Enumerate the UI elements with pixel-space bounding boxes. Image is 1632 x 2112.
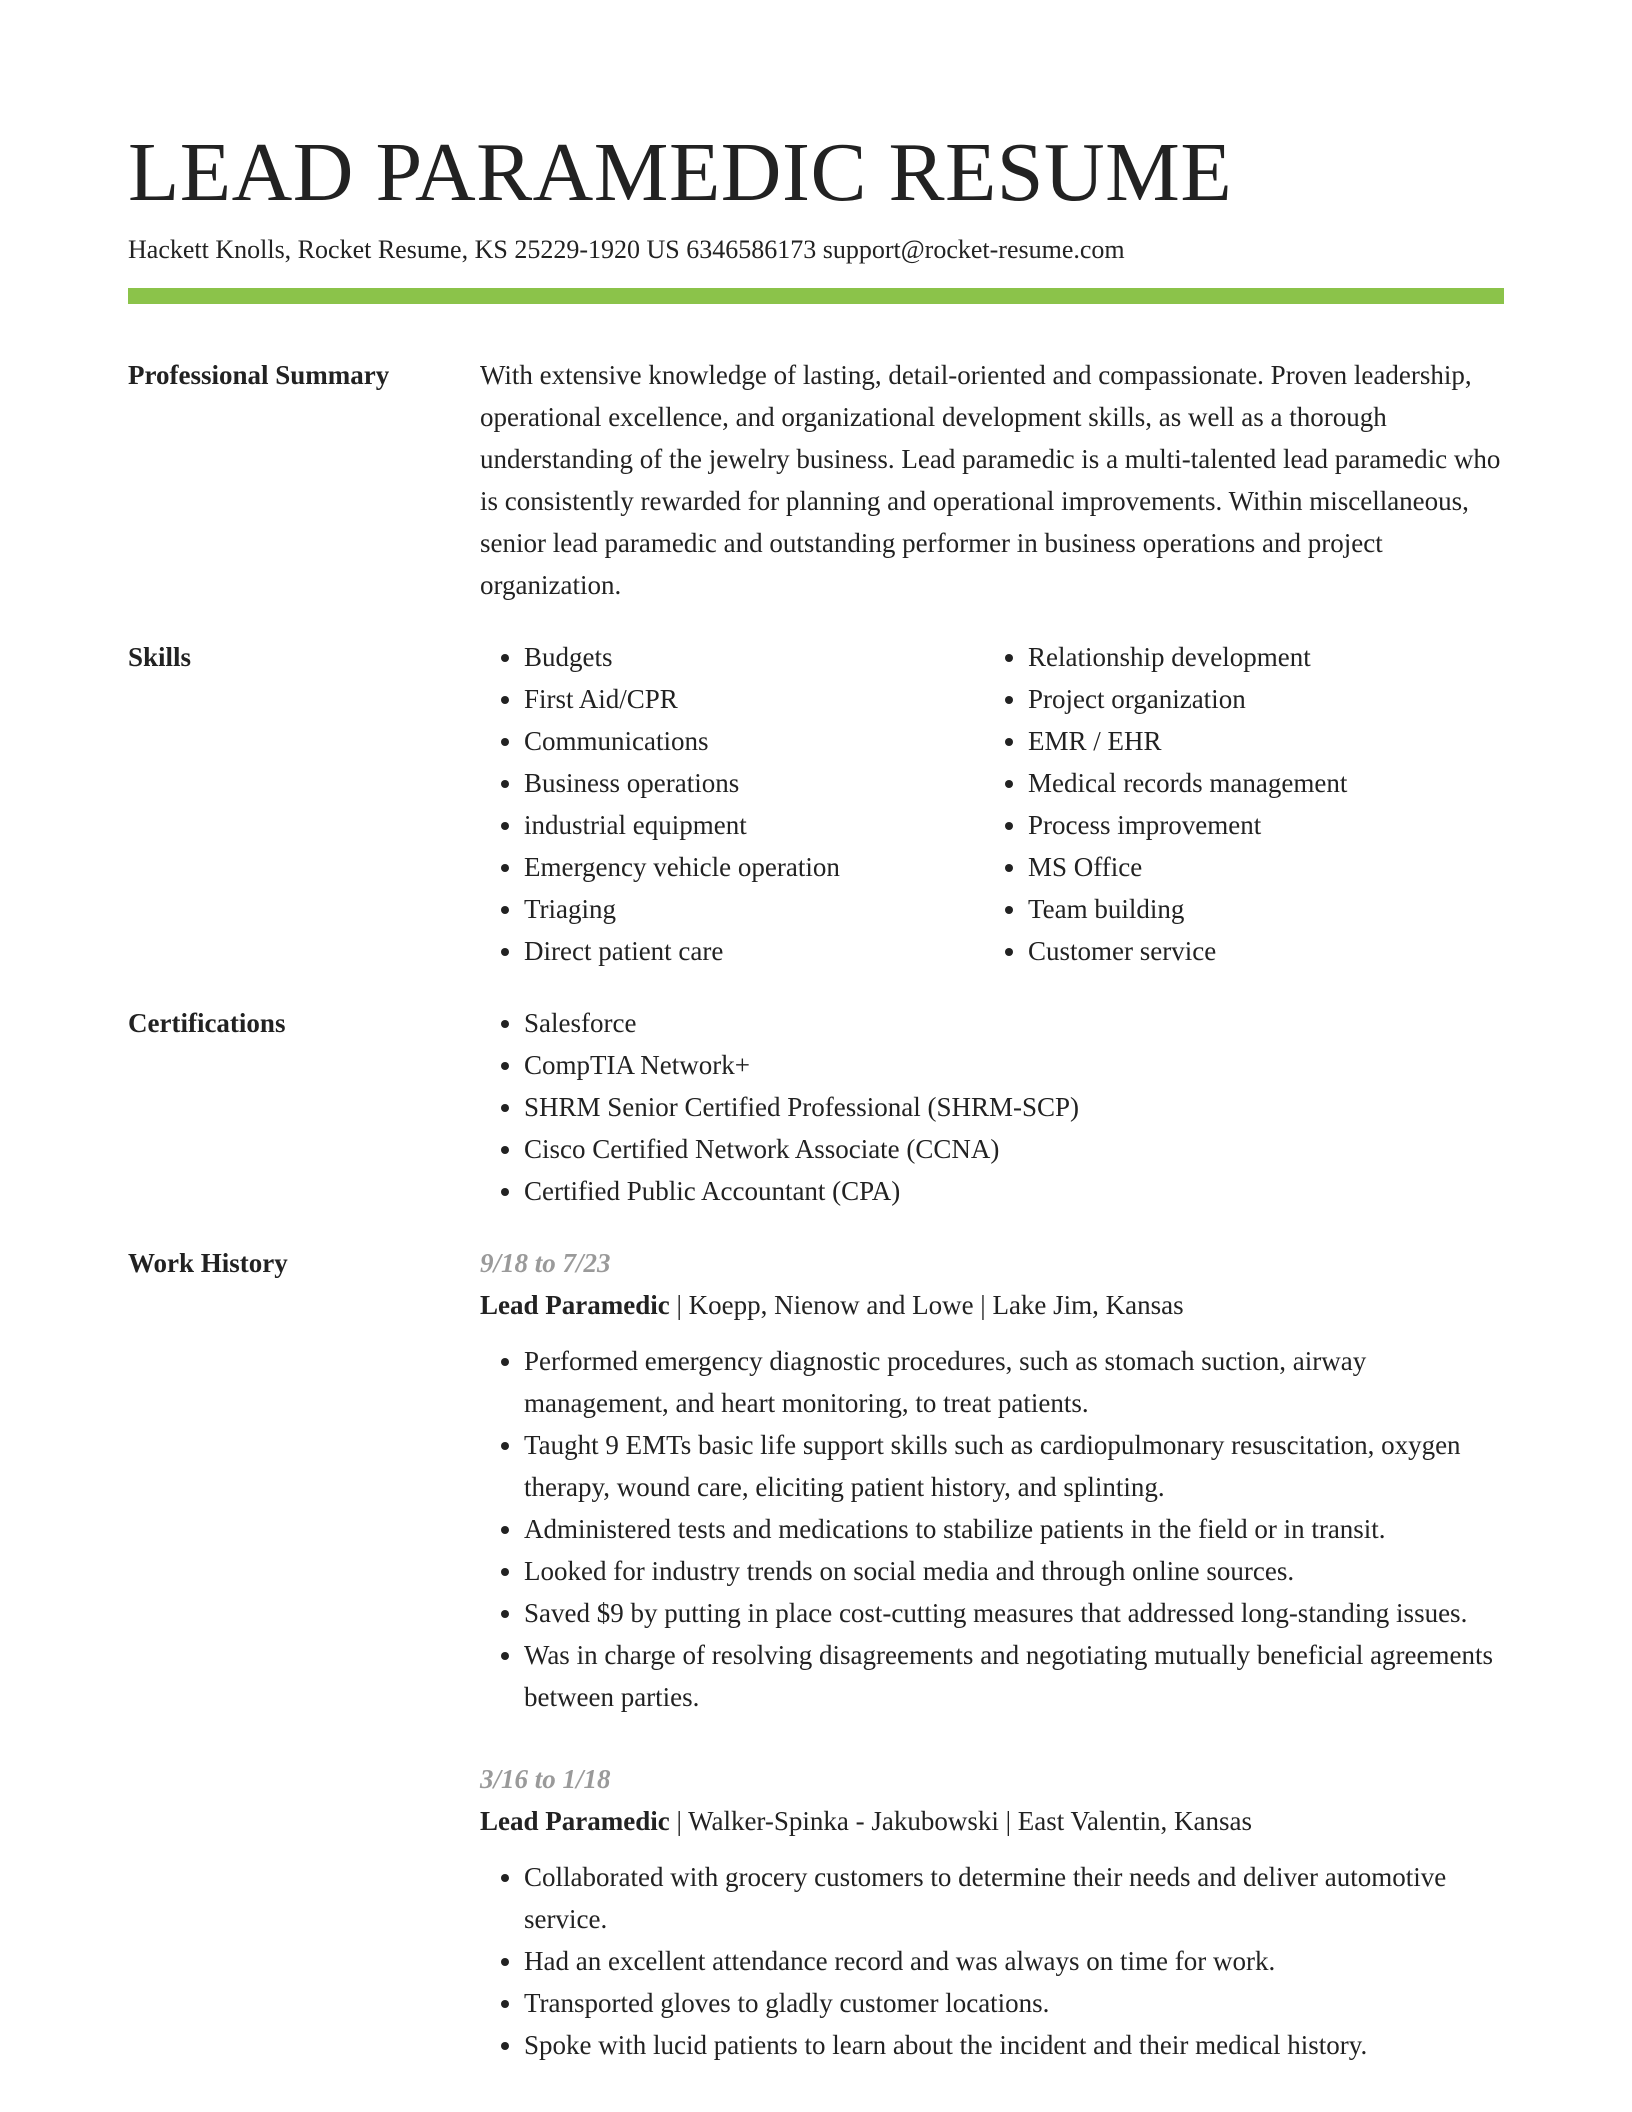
summary-label: Professional Summary	[128, 360, 390, 390]
job-dates: 3/16 to 1/18	[480, 1764, 611, 1794]
job-title: Lead Paramedic	[480, 1290, 670, 1320]
job-bullet: • Had an excellent attendance record and was always on time for work.	[524, 1940, 1504, 1982]
job-bullets	[480, 1856, 1504, 2066]
job-title: Lead Paramedic	[480, 1806, 670, 1836]
job-bullet: • Spoke with lucid patients to learn about the incident and their medical history.	[524, 2024, 1504, 2066]
contact-line: Hackett Knolls, Rocket Resume, KS 25229-1920 US 6346586173 support@rocket-resume.com	[128, 235, 1125, 264]
job-bullet: • Taught 9 EMTs basic life support skills such as cardiopulmonary resuscitation, oxygen therapy, wound care, eliciting patient history, and splinting.	[524, 1424, 1504, 1508]
skill-item: • industrial equipment	[524, 804, 984, 846]
job-bullet: • Looked for industry trends on social media and through online sources.	[524, 1550, 1504, 1592]
skill-item: • Medical records management	[1028, 762, 1488, 804]
skill-item: • Relationship development	[1028, 636, 1488, 678]
skill-item: • First Aid/CPR	[524, 678, 984, 720]
job-heading	[480, 1284, 1504, 1326]
work-history-section	[128, 1242, 1504, 2106]
skill-item: • Emergency vehicle operation	[524, 846, 984, 888]
job-bullet: • Saved $9 by putting in place cost-cutting measures that addressed long-standing issues.	[524, 1592, 1504, 1634]
skills-section	[128, 636, 1504, 972]
certification-item: • SHRM Senior Certified Professional (SHRM-SCP)	[524, 1086, 1504, 1128]
skill-item: • Customer service	[1028, 930, 1488, 972]
work-history-label: Work History	[128, 1248, 288, 1278]
job-bullet: • Collaborated with grocery customers to determine their needs and deliver automotive service.	[524, 1856, 1504, 1940]
job-details: | Walker-Spinka - Jakubowski | East Valentin, Kansas	[669, 1806, 1252, 1836]
skills-list-left	[480, 636, 984, 972]
resume-page	[128, 118, 1504, 2106]
skill-item: • Project organization	[1028, 678, 1488, 720]
skill-item: • MS Office	[1028, 846, 1488, 888]
accent-divider	[128, 288, 1504, 304]
job-bullets	[480, 1340, 1504, 1718]
certification-item: • Cisco Certified Network Associate (CCNA)	[524, 1128, 1504, 1170]
summary-section	[128, 354, 1504, 606]
skill-item: • Communications	[524, 720, 984, 762]
skill-item: • Business operations	[524, 762, 984, 804]
skills-label: Skills	[128, 642, 192, 672]
job-entry	[480, 1758, 1504, 2066]
certifications-label: Certifications	[128, 1008, 286, 1038]
job-bullet: • Administered tests and medications to stabilize patients in the field or in transit.	[524, 1508, 1504, 1550]
job-bullet: • Was in charge of resolving disagreements and negotiating mutually beneficial agreements between parties.	[524, 1634, 1504, 1718]
certifications-list	[480, 1002, 1504, 1212]
skill-item: • Triaging	[524, 888, 984, 930]
skill-item: • Process improvement	[1028, 804, 1488, 846]
skill-item: • Budgets	[524, 636, 984, 678]
resume-title: LEAD PARAMEDIC RESUME	[128, 126, 1233, 219]
job-bullet: • Performed emergency diagnostic procedures, such as stomach suction, airway management, and heart monitoring, to treat patients.	[524, 1340, 1504, 1424]
skill-item: • Team building	[1028, 888, 1488, 930]
certification-item: • Salesforce	[524, 1002, 1504, 1044]
skills-list-right	[984, 636, 1488, 972]
skill-item: • Direct patient care	[524, 930, 984, 972]
job-bullet: • Transported gloves to gladly customer locations.	[524, 1982, 1504, 2024]
job-dates: 9/18 to 7/23	[480, 1248, 611, 1278]
certifications-section	[128, 1002, 1504, 1212]
certification-item: • Certified Public Accountant (CPA)	[524, 1170, 1504, 1212]
certification-item: • CompTIA Network+	[524, 1044, 1504, 1086]
job-heading	[480, 1800, 1504, 1842]
summary-text: With extensive knowledge of lasting, detail-oriented and compassionate. Proven leadership, operational excellence, and organizational development skills, as well as a thorough understanding of the jewelry business. Lead paramedic is a multi-talented lead paramedic who is consistently rewarded for planning and operational improvements. Within miscellaneous, senior lead paramedic and outstanding performer in business operations and project organization.	[480, 360, 1501, 600]
skill-item: • EMR / EHR	[1028, 720, 1488, 762]
job-entry	[480, 1242, 1504, 1718]
job-details: | Koepp, Nienow and Lowe | Lake Jim, Kansas	[669, 1290, 1184, 1320]
